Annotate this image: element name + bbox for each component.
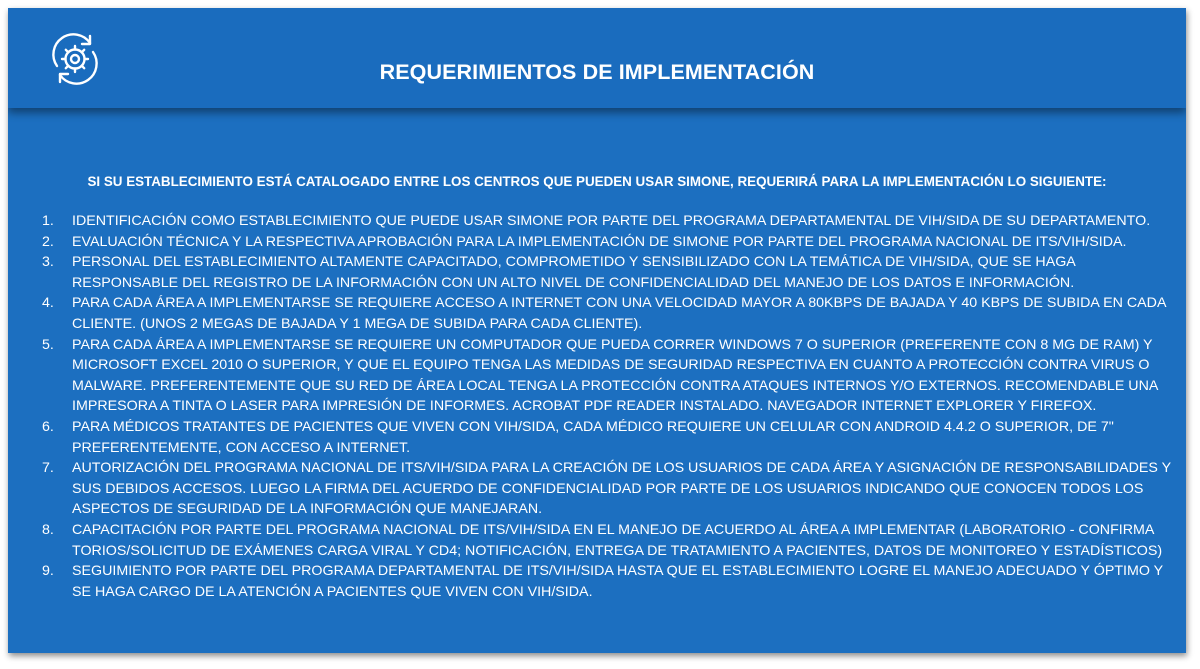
slide-title: REQUERIMIENTOS DE IMPLEMENTACIÓN [379, 60, 815, 84]
item-number: 5. [42, 336, 54, 353]
list-item [42, 211, 1172, 232]
item-number: 2. [42, 233, 54, 250]
list-item [42, 520, 1172, 561]
list-item [42, 417, 1172, 458]
item-text: PARA CADA ÁREA A IMPLEMENTARSE SE REQUIERE ACCESO A INTERNET CON UNA VELOCIDAD MAYOR A 80KBPS DE BAJADA Y 40 KBPS DE SUBIDA EN CADA CLIENTE. (UNOS 2 MEGAS DE BAJADA Y 1 MEGA DE SUBIDA PARA CADA CLIENTE). [72, 295, 1166, 332]
requirements-list [42, 211, 1172, 602]
list-item [42, 232, 1172, 253]
item-number: 4. [42, 295, 54, 312]
intro-text: SI SU ESTABLECIMIENTO ESTÁ CATALOGADO ENTRE LOS CENTROS QUE PUEDEN USAR SIMONE, REQUERIRÁ PARA LA IMPLEMENTACIÓN LO SIGUIENTE: [87, 174, 1107, 189]
item-number: 6. [42, 418, 54, 435]
item-text: EVALUACIÓN TÉCNICA Y LA RESPECTIVA APROBACIÓN PARA LA IMPLEMENTACIÓN DE SIMONE POR PARTE DEL PROGRAMA NACIONAL DE ITS/VIH/SIDA. [72, 233, 1127, 250]
item-number: 7. [42, 460, 54, 477]
list-item [42, 252, 1172, 293]
item-text: CAPACITACIÓN POR PARTE DEL PROGRAMA NACIONAL DE ITS/VIH/SIDA EN EL MANEJO DE ACUERDO AL ÁREA A IMPLEMENTAR (LABORATORIO - CONFIRMA TORIOS/SOLICITUD DE EXÁMENES CARGA VIRAL Y CD4; NOTIFICACIÓN, ENTREGA DE TRATAMIENTO A PACIENTES, DATOS DE MONITOREO Y ESTADÍSTICOS) [72, 521, 1163, 559]
list-item [42, 335, 1172, 417]
list-item [42, 458, 1172, 520]
item-number: 3. [42, 254, 54, 271]
slide-header [8, 8, 1186, 108]
item-text: AUTORIZACIÓN DEL PROGRAMA NACIONAL DE ITS/VIH/SIDA PARA LA CREACIÓN DE LOS USUARIOS DE CADA ÁREA Y ASIGNACIÓN DE RESPONSABILIDADES Y SUS DEBIDOS ACCESOS. LUEGO LA FIRMA DEL ACUERDO DE CONFIDENCIALIDAD POR PARTE DE LOS USUARIOS INDICANDO QUE CONOCEN TODOS LOS ASPECTOS DE SEGURIDAD DE LA INFORMACIÓN QUE MANEJARAN. [72, 460, 1171, 518]
item-text: PARA CADA ÁREA A IMPLEMENTARSE SE REQUIERE UN COMPUTADOR QUE PUEDA CORRER WINDOWS 7 O SUPERIOR (PREFERENTE CON 8 MG DE RAM) Y MICROSOFT EXCEL 2010 O SUPERIOR, Y QUE EL EQUIPO TENGA LAS MEDIDAS DE SEGURIDAD RESPECTIVA EN CUANTO A PROTECCIÓN CONTRA VIRUS O MALWARE. PREFERENTEMENTE QUE SU RED DE ÁREA LOCAL TENGA LA PROTECCIÓN CONTRA ATAQUES INTERNOS Y/O EXTERNOS. RECOMENDABLE UNA IMPRESORA A TINTA O LASER PARA IMPRESIÓN DE INFORMES. ACROBAT PDF READER INSTALADO. NAVEGADOR INTERNET EXPLORER Y FIREFOX. [72, 336, 1158, 415]
item-number: 8. [42, 521, 54, 538]
slide [8, 8, 1186, 653]
item-number: 1. [42, 213, 54, 229]
item-text: SEGUIMIENTO POR PARTE DEL PROGRAMA DEPARTAMENTAL DE ITS/VIH/SIDA HASTA QUE EL ESTABLECIMIENTO LOGRE EL MANEJO ADECUADO Y ÓPTIMO Y SE HAGA CARGO DE LA ATENCIÓN A PACIENTES QUE VIVEN CON VIH/SIDA. [72, 563, 1163, 600]
item-text: IDENTIFICACIÓN COMO ESTABLECIMIENTO QUE PUEDE USAR SIMONE POR PARTE DEL PROGRAMA DEPARTAMENTAL DE VIH/SIDA DE SU DEPARTAMENTO. [72, 213, 1151, 229]
item-number: 9. [42, 563, 54, 580]
item-text: PARA MÉDICOS TRATANTES DE PACIENTES QUE VIVEN CON VIH/SIDA, CADA MÉDICO REQUIERE UN CELULAR CON ANDROID 4.4.2 O SUPERIOR, DE 7" PREFERENTEMENTE, CON ACCESO A INTERNET. [72, 418, 1114, 456]
item-text: PERSONAL DEL ESTABLECIMIENTO ALTAMENTE CAPACITADO, COMPROMETIDO Y SENSIBILIZADO CON LA TEMÁTICA DE VIH/SIDA, QUE SE HAGA RESPONSABLE DEL REGISTRO DE LA INFORMACIÓN CON UN ALTO NIVEL DE CONFIDENCIALIDAD DEL MANEJO DE LOS DATOS E INFORMACIÓN. [72, 254, 1076, 291]
list-item [42, 293, 1172, 334]
list-item [42, 561, 1172, 602]
